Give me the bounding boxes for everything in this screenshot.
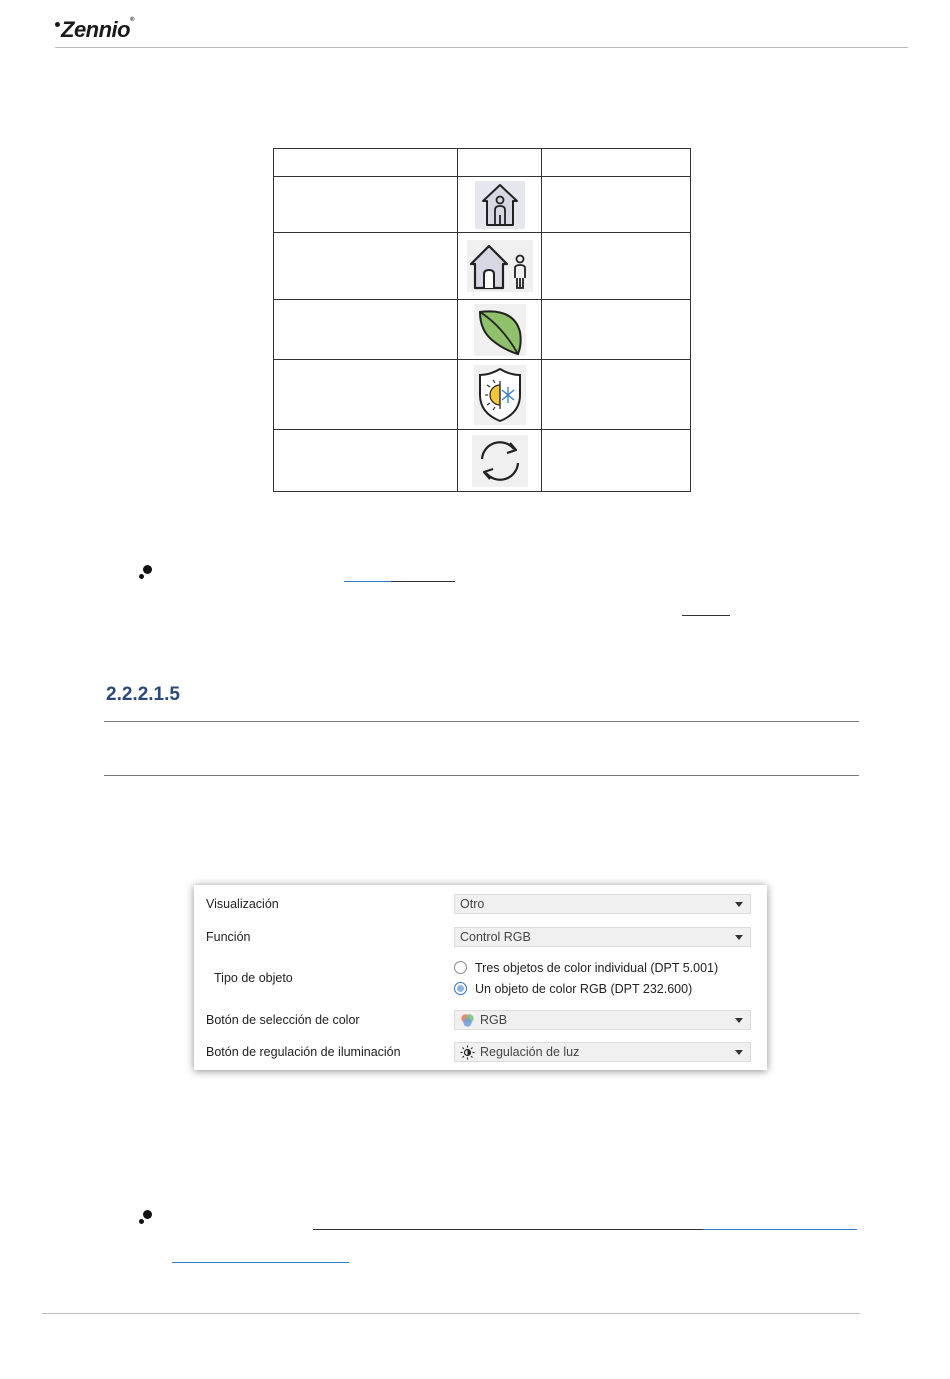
house-person-icon xyxy=(475,181,525,229)
radio-un-objeto-label: Un objeto de color RGB (DPT 232.600) xyxy=(475,982,693,996)
section-rule-top xyxy=(104,721,859,722)
boton-color-value: RGB xyxy=(480,1013,508,1027)
boton-color-label: Botón de selección de color xyxy=(206,1013,360,1027)
chevron-down-icon xyxy=(735,1018,743,1023)
sun-dimmer-icon xyxy=(460,1045,475,1063)
link-underline-1[interactable] xyxy=(344,581,391,582)
underline-3 xyxy=(313,1229,703,1230)
house-person-away-icon xyxy=(467,240,533,292)
visualizacion-value: Otro xyxy=(460,897,485,911)
header-divider xyxy=(55,47,908,48)
underline-2 xyxy=(682,615,730,616)
footer-divider xyxy=(42,1313,860,1314)
chevron-down-icon xyxy=(735,902,743,907)
table-header-row xyxy=(274,149,691,177)
visualizacion-dropdown[interactable] xyxy=(454,894,751,914)
chevron-down-icon xyxy=(735,1050,743,1055)
radio-un-objeto[interactable] xyxy=(454,982,467,995)
funcion-label: Función xyxy=(206,930,251,944)
boton-color-dropdown[interactable] xyxy=(454,1010,751,1030)
rgb-settings-panel xyxy=(194,885,767,1070)
visualizacion-label: Visualización xyxy=(206,897,279,911)
leaf-icon xyxy=(474,304,526,356)
mode-icons-table xyxy=(273,148,691,492)
table-row xyxy=(274,430,691,492)
bullet-point-2 xyxy=(139,1210,153,1226)
logo-text: Zennio xyxy=(61,17,131,42)
table-row xyxy=(274,177,691,233)
boton-luz-dropdown[interactable] xyxy=(454,1042,751,1062)
registered-mark: ® xyxy=(130,17,135,23)
section-rule-bottom xyxy=(104,775,859,776)
boton-luz-label: Botón de regulación de iluminación xyxy=(206,1045,401,1059)
underline-1 xyxy=(391,581,455,582)
table-row xyxy=(274,300,691,360)
color-circles-icon xyxy=(460,1013,475,1031)
funcion-value: Control RGB xyxy=(460,930,531,944)
chevron-down-icon xyxy=(735,935,743,940)
zennio-logo xyxy=(55,17,134,43)
table-row xyxy=(274,233,691,300)
bullet-point-1 xyxy=(139,565,153,581)
refresh-cycle-icon xyxy=(472,435,528,487)
link-underline-3[interactable] xyxy=(172,1262,349,1263)
radio-tres-objetos[interactable] xyxy=(454,961,467,974)
link-underline-2[interactable] xyxy=(703,1229,857,1230)
shield-sun-snow-icon xyxy=(474,365,526,425)
tipo-objeto-label: Tipo de objeto xyxy=(214,971,293,985)
funcion-dropdown[interactable] xyxy=(454,927,751,947)
table-row xyxy=(274,360,691,430)
radio-tres-objetos-label: Tres objetos de color individual (DPT 5.001) xyxy=(475,961,719,975)
boton-luz-value: Regulación de luz xyxy=(480,1045,580,1059)
section-number: 2.2.2.1.5 xyxy=(106,684,180,705)
